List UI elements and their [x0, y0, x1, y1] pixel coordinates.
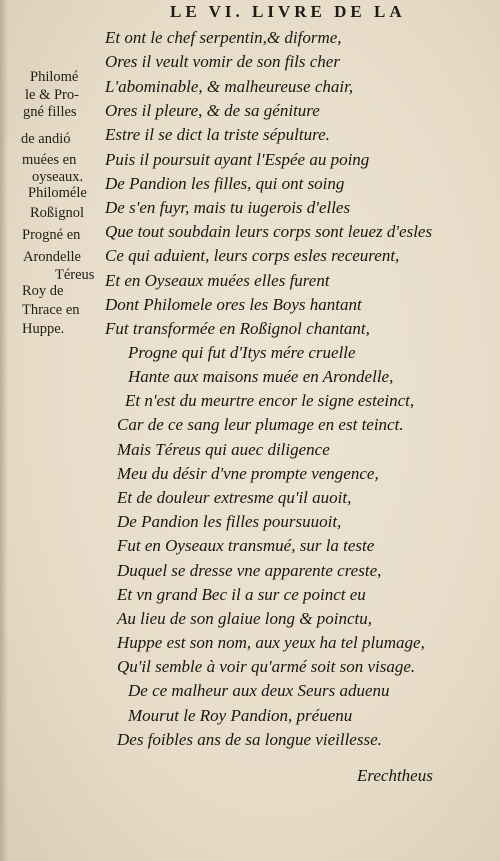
- verse-line: Et en Oyseaux muées elles furent: [105, 271, 330, 290]
- margin-note: Téreus: [55, 267, 95, 283]
- verse-line: De s'en fuyr, mais tu iugerois d'elles: [105, 198, 351, 217]
- verse-line: Ce qui aduient, leurs corps esles receurent,: [105, 246, 400, 265]
- verse-line: Progne qui fut d'Itys mére cruelle: [128, 343, 356, 362]
- verse-line: De Pandion les filles poursuuoit,: [117, 512, 342, 531]
- running-header: LE VI. LIVRE DE LA: [170, 2, 406, 21]
- verse-line: Au lieu de son glaiue long & poinctu,: [117, 609, 372, 628]
- verse-line: Car de ce sang leur plumage en est teinct.: [117, 415, 404, 434]
- verse-line: Et n'est du meurtre encor le signe esteinct,: [125, 391, 415, 410]
- verse-line: Puis il poursuit ayant l'Espée au poing: [105, 150, 370, 169]
- margin-note: Huppe.: [22, 321, 65, 337]
- margin-note: Philomé: [30, 69, 79, 85]
- verse-line: L'abominable, & malheureuse chair,: [105, 77, 354, 96]
- margin-note: Roßignol: [30, 205, 84, 221]
- verse-line: Que tout soubdain leurs corps sont leuez d'esles: [105, 222, 433, 241]
- catchword: Erechtheus: [357, 766, 433, 785]
- margin-note: Roy de: [22, 283, 64, 299]
- margin-note: de andió: [21, 131, 71, 147]
- margin-note: muées en: [22, 152, 77, 168]
- margin-note: oyseaux.: [32, 169, 84, 185]
- verse-line: Hante aux maisons muée en Arondelle,: [128, 367, 394, 386]
- margin-note: gné filles: [23, 104, 77, 120]
- margin-note: Arondelle: [23, 249, 81, 265]
- verse-line: Fut en Oyseaux transmué, sur la teste: [117, 536, 375, 555]
- verse-line: Ores il pleure, & de sa géniture: [105, 101, 320, 120]
- verse-line: Ores il veult vomir de son fils cher: [105, 52, 340, 71]
- verse-line: Et de douleur extresme qu'il auoit,: [117, 488, 352, 507]
- verse-line: Qu'il semble à voir qu'armé soit son visage.: [117, 657, 416, 676]
- verse-line: Et vn grand Bec il a sur ce poinct eu: [117, 585, 366, 604]
- verse-line: Mourut le Roy Pandion, préuenu: [128, 706, 353, 725]
- verse-line: Dont Philomele ores les Boys hantant: [105, 295, 362, 314]
- verse-line: De ce malheur aux deux Seurs aduenu: [128, 681, 390, 700]
- margin-note: Progné en: [22, 227, 81, 243]
- verse-line: Fut transformée en Roßignol chantant,: [105, 319, 370, 338]
- verse-line: Duquel se dresse vne apparente creste,: [117, 561, 382, 580]
- verse-line: Mais Téreus qui auec diligence: [117, 440, 330, 459]
- verse-line: Huppe est son nom, aux yeux ha tel plumage,: [117, 633, 425, 652]
- margin-note: le & Pro-: [25, 87, 79, 103]
- margin-note: Thrace en: [22, 302, 80, 318]
- verse-line: Et ont le chef serpentin,& diforme,: [105, 28, 342, 47]
- verse-line: Estre il se dict la triste sépulture.: [105, 125, 330, 144]
- verse-line: De Pandion les filles, qui ont soing: [105, 174, 345, 193]
- margin-note: Philoméle: [28, 185, 87, 201]
- verse-line: Meu du désir d'vne prompte vengence,: [117, 464, 379, 483]
- verse-line: Des foibles ans de sa longue vieillesse.: [117, 730, 382, 749]
